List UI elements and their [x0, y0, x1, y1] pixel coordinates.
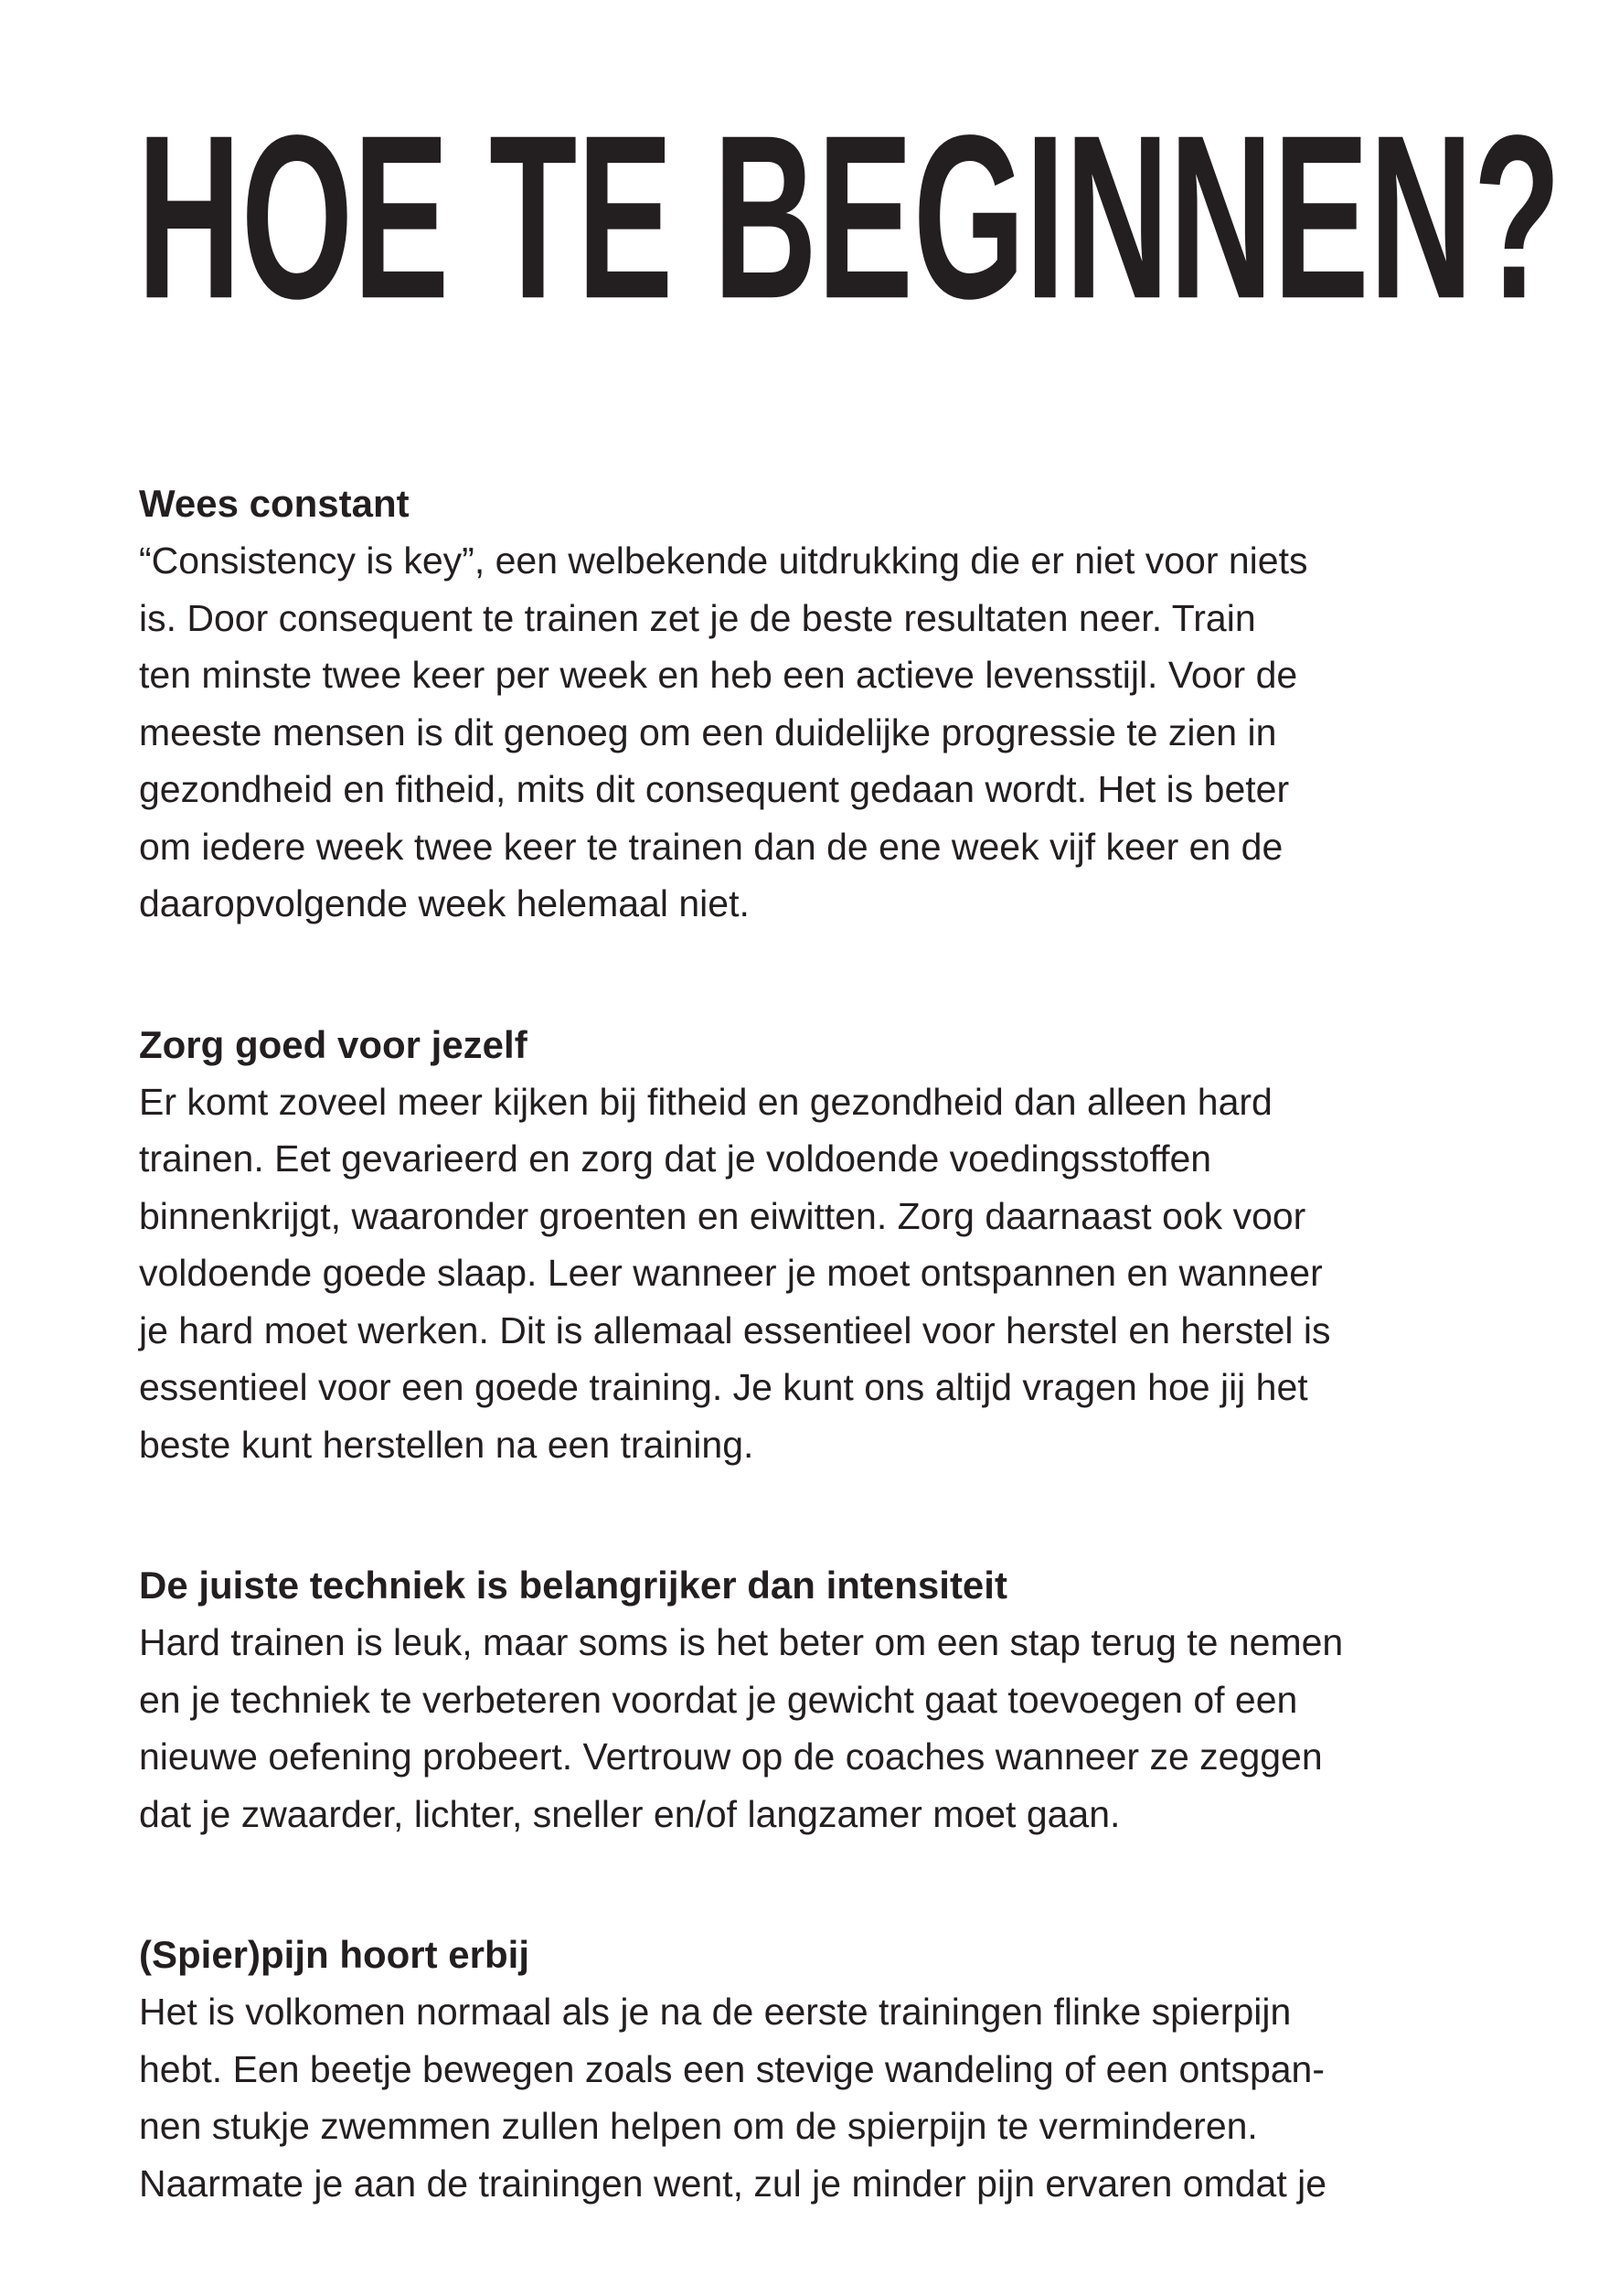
section-juiste-techniek: [139, 1557, 1492, 1842]
paragraph-line: voldoende goede slaap. Leer wanneer je moet ontspannen en wanneer: [139, 1252, 1323, 1294]
section-paragraph: [139, 1073, 1492, 1474]
section-heading: De juiste techniek is belangrijker dan intensiteit: [139, 1564, 1007, 1607]
paragraph-line: Er komt zoveel meer kijken bij fitheid en gezondheid dan alleen hard: [139, 1080, 1273, 1123]
paragraph-line: “Consistency is key”, een welbekende uitdrukking die er niet voor niets: [139, 539, 1308, 582]
content-body: [139, 475, 1492, 2296]
paragraph-line: meeste mensen is dit genoeg om een duidelijke progressie te zien in: [139, 710, 1277, 753]
paragraph-line: Hard trainen is leuk, maar soms is het beter om een stap terug te nemen: [139, 1621, 1344, 1663]
section-heading: (Spier)pijn hoort erbij: [139, 1933, 529, 1976]
paragraph-line: gezondheid en fitheid, mits dit consequent gedaan wordt. Het is beter: [139, 768, 1290, 810]
paragraph-line: essentieel voor een goede training. Je kunt ons altijd vragen hoe jij het: [139, 1366, 1308, 1408]
paragraph-line: je hard moet werken. Dit is allemaal essentieel voor herstel en herstel is: [139, 1308, 1331, 1351]
section-paragraph: [139, 1983, 1492, 2212]
paragraph-line: beste kunt herstellen na een training.: [139, 1423, 754, 1466]
section-heading: Wees constant: [139, 482, 410, 525]
paragraph-line: ten minste twee keer per week en heb een actieve levensstijl. Voor de: [139, 654, 1298, 696]
section-paragraph: [139, 532, 1492, 933]
paragraph-line: Naarmate je aan de trainingen went, zul je minder pijn ervaren omdat je: [139, 2162, 1327, 2205]
paragraph-line: trainen. Eet gevarieerd en zorg dat je voldoende voedingsstoffen: [139, 1137, 1212, 1180]
section-paragraph: [139, 1614, 1492, 1842]
paragraph-line: daaropvolgende week helemaal niet.: [139, 882, 750, 924]
paragraph-line: om iedere week twee keer te trainen dan de ene week vijf keer en de: [139, 825, 1284, 868]
paragraph-line: hebt. Een beetje bewegen zoals een stevige wandeling of een ontspan-: [139, 2047, 1326, 2090]
paragraph-line: Het is volkomen normaal als je na de eerste trainingen flinke spierpijn: [139, 1991, 1292, 2033]
paragraph-line: binnenkrijgt, waaronder groenten en eiwitten. Zorg daarnaast ook voor: [139, 1194, 1306, 1237]
page-title: HOE TE BEGINNEN?: [137, 86, 1561, 347]
paragraph-line: dat je zwaarder, lichter, sneller en/of langzamer moet gaan.: [139, 1792, 1121, 1835]
section-spierpijn: [139, 1927, 1492, 2212]
section-wees-constant: [139, 475, 1492, 933]
paragraph-line: nen stukje zwemmen zullen helpen om de spierpijn te verminderen.: [139, 2105, 1258, 2147]
section-zorg-goed-voor-jezelf: [139, 1017, 1492, 1474]
paragraph-line: nieuwe oefening probeert. Vertrouw op de coaches wanneer ze zeggen: [139, 1735, 1323, 1778]
paragraph-line: is. Door consequent te trainen zet je de beste resultaten neer. Train: [139, 596, 1256, 639]
paragraph-line: en je techniek te verbeteren voordat je gewicht gaat toevoegen of een: [139, 1678, 1298, 1721]
section-heading: Zorg goed voor jezelf: [139, 1022, 527, 1066]
